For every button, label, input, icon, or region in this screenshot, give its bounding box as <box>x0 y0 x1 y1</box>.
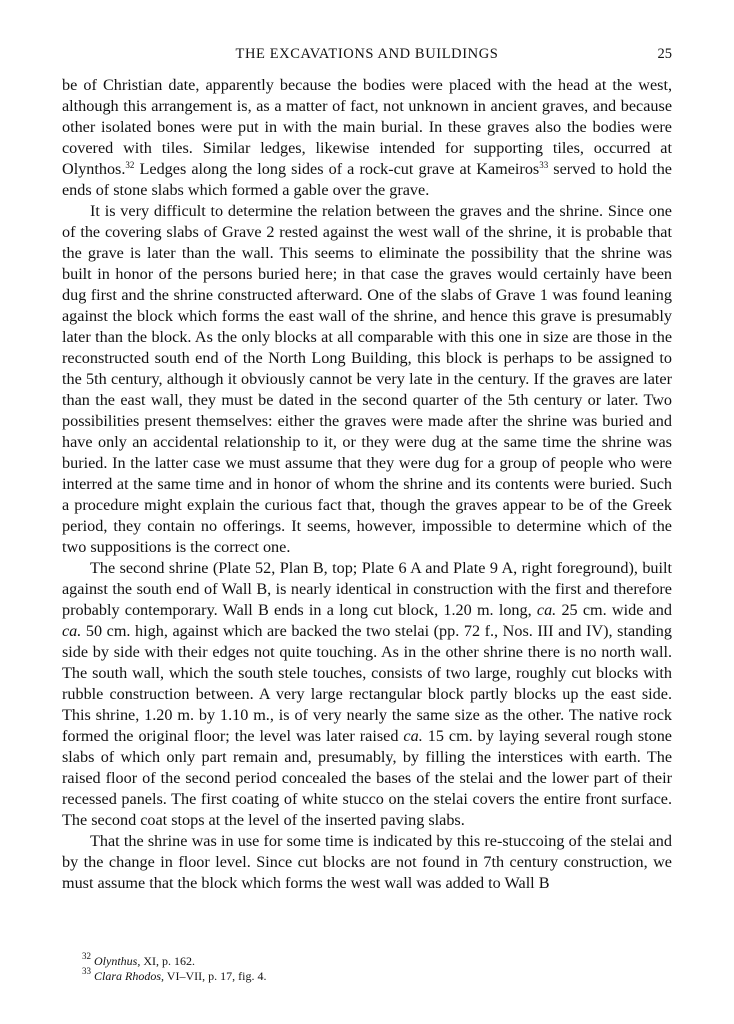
body-text <box>62 75 672 894</box>
page-number: 25 <box>657 46 672 62</box>
footnote-ref-32: 32 <box>125 160 135 170</box>
paragraph-second-shrine <box>62 558 672 831</box>
footnote-title: Clara Rhodos, <box>94 969 165 983</box>
text-run: 15 cm. by laying several rough stone slabs of which only part remain and, presumably, by filling the interstices with earth. The raised floor of the second period concealed the bases of the stelai and the lower part of their recessed panels. The first coating of white stucco on the stelai covers the entire front surface. The second coat stops at the level of the inserted paving slabs. <box>62 727 672 829</box>
footnote-number: 32 <box>82 951 91 961</box>
text-run: 50 cm. high, against which are backed the two stelai (pp. 72 f., Nos. III and IV), standing side by side with their edges not quite touching. As in the other shrine there is no north wall. The south wall, which the south stele touches, consists of two large, roughly cut blocks with rubble construction between. A very large rectangular block partly blocks up the east side. This shrine, 1.20 m. by 1.10 m., is of very nearly the same size as the other. The native rock formed the original floor; the level was later raised <box>62 622 672 745</box>
abbrev-circa: ca. <box>403 727 423 745</box>
footnote-title: Olynthus, <box>94 954 141 968</box>
running-head <box>62 46 672 66</box>
abbrev-circa: ca. <box>62 622 82 640</box>
text-run: Ledges along the long sides of a rock-cut grave at Kameiros <box>134 160 540 178</box>
running-title: THE EXCAVATIONS AND BUILDINGS <box>235 46 499 62</box>
paragraph-continued <box>62 75 672 201</box>
footnote-ref-33: 33 <box>539 160 549 170</box>
footnote-32 <box>82 951 672 969</box>
text-run: The second shrine (Plate 52, Plan B, top; Plate 6 A and Plate 9 A, right foreground), built against the south end of Wall B, is nearly identical in construction with the first and therefore probably contemporary. Wall B ends in a long cut block, 1.20 m. long, <box>62 559 672 619</box>
text-run: 25 cm. wide and <box>556 601 672 619</box>
text-run: be of Christian date, apparently because the bodies were placed with the head at the west, although this arrangement is, as a matter of fact, not unknown in ancient graves, and because other isolated bones were put in with the main burial. In these graves also the bodies were covered with tiles. Similar ledges, likewise intended for supporting tiles, occurred at Olynthos. <box>62 76 672 178</box>
footnote-33 <box>82 966 672 984</box>
footnote-number: 33 <box>82 966 91 976</box>
footnote-text: VI–VII, p. 17, fig. 4. <box>164 969 267 983</box>
paragraph-restuccoing: That the shrine was in use for some time is indicated by this re-stuccoing of the stelai and by the change in floor level. Since cut blocks are not found in 7th century construction, we must assume that the block which forms the west wall was added to Wall B <box>62 832 672 892</box>
text-run: served to hold the ends of stone slabs which formed a gable over the grave. <box>62 160 672 199</box>
abbrev-circa: ca. <box>536 601 557 619</box>
footnote-text: XI, p. 162. <box>140 954 196 968</box>
paragraph-graves-and-shrine: It is very difficult to determine the relation between the graves and the shrine. Since one of the covering slabs of Grave 2 rested against the west wall of the shrine, it is probable that the grave is later than the wall. This seems to eliminate the possibility that the shrine was built in honor of the persons buried here; in that case the graves would certainly have been dug first and the shrine constructed afterward. One of the slabs of Grave 1 was found leaning against the block which forms the east wall of the shrine, and hence this grave is presumably later than the block. As the only blocks at all comparable with this one in size are those in the reconstructed south end of the North Long Building, this block is perhaps to be assigned to the 5th century, although it obviously cannot be very late in the century. If the graves are later than the east wall, they must be dated in the second quarter of the 5th century or later. Two possibilities present themselves: either the graves were made after the shrine was buried and have only an accidental relationship to it, or they were dug at the same time the shrine was buried. In the latter case we must assume that they were dug for a group of people who were interred at the same time and in honor of whom the shrine and its contents were buried. Such a procedure might explain the curious fact that, though the graves appear to be of the Greek period, they contain no offerings. It seems, however, impossible to determine which of the two suppositions is the correct one. <box>62 202 672 556</box>
footnotes <box>62 951 672 984</box>
